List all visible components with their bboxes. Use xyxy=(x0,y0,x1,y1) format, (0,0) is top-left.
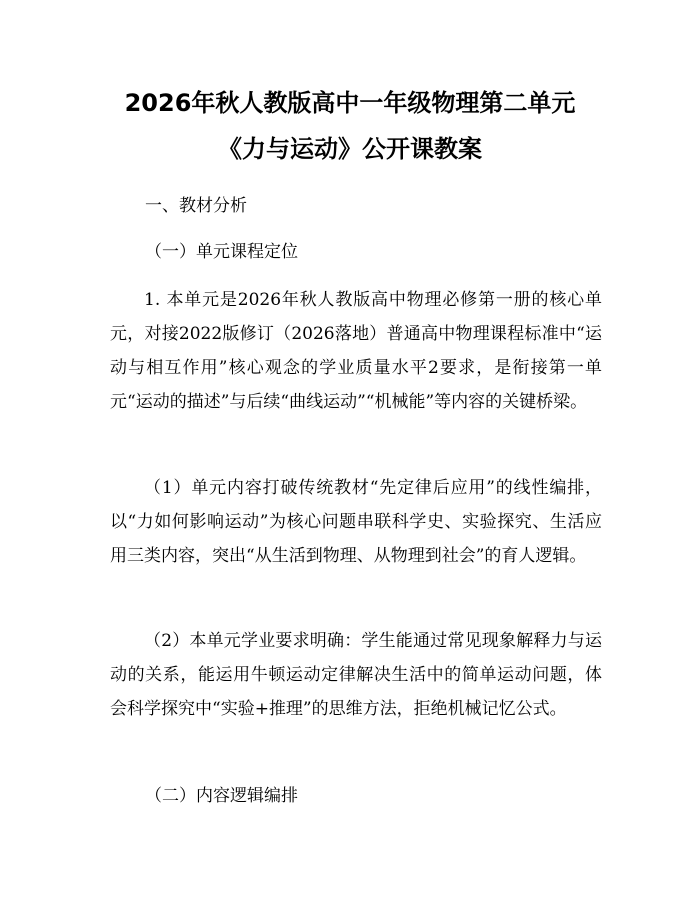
paragraph-content-arrangement: （1）单元内容打破传统教材“先定律后应用”的线性编排，以“力如何影响运动”为核心问题串联科学史、实验探究、生活应用三类内容，突出“从生活到物理、从物理到社会”的育人逻辑。 xyxy=(110,478,602,566)
subsection-heading-unit-positioning: （一）单元课程定位 xyxy=(145,242,298,262)
section-heading-textbook-analysis: 一、教材分析 xyxy=(145,196,247,216)
paragraph-unit-overview: 1. 本单元是2026年秋人教版高中物理必修第一册的核心单元，对接2022版修订（2026落地）普通高中物理课程标准中“运动与相互作用”核心观念的学业质量水平2要求，是衔接第一单元“运动的描述”与后续“曲线运动”“机械能”等内容的关键桥梁。 xyxy=(110,290,602,412)
paragraph-academic-requirements: （2）本单元学业要求明确：学生能通过常见现象解释力与运动的关系，能运用牛顿运动定律解决生活中的简单运动问题，体会科学探究中“实验+推理”的思维方法，拒绝机械记忆公式。 xyxy=(110,631,602,719)
document-title-line-2: 《力与运动》公开课教案 xyxy=(218,135,482,163)
subsection-heading-content-logic: （二）内容逻辑编排 xyxy=(145,786,298,806)
document-title-line-1: 2026年秋人教版高中一年级物理第二单元 xyxy=(124,89,576,117)
